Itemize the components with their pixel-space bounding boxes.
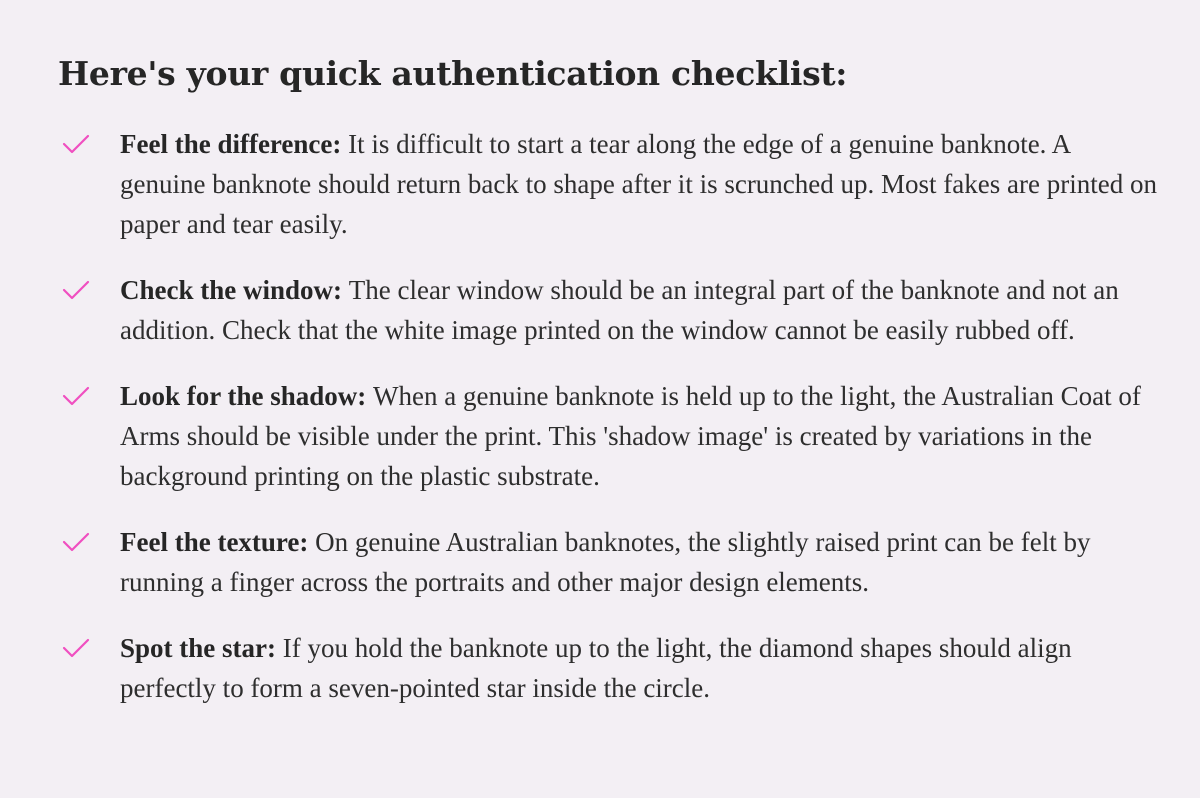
item-text: When a genuine banknote is held up to the light, the Australian Coat of Arms should be visible under the print. This 'shadow image' is created by variations in the background printing on the plastic substrate. [120,381,1141,491]
checklist-item-look-shadow [58,376,1160,496]
item-lead: Spot the star: [120,633,283,663]
item-text: If you hold the banknote up to the light, the diamond shapes should align perfectly to form a seven-pointed star inside the circle. [120,633,1072,703]
item-lead: Feel the difference: [120,129,349,159]
authentication-checklist [58,124,1160,708]
checkmark-icon [62,385,90,407]
checklist-item-spot-star [58,628,1160,708]
item-text: The clear window should be an integral part of the banknote and not an addition. Check that the white image printed on the window cannot be easily rubbed off. [120,275,1119,345]
page-title: Here's your quick authentication checklist: [58,54,848,93]
item-lead: Check the window: [120,275,349,305]
item-text: It is difficult to start a tear along the edge of a genuine banknote. A genuine banknote should return back to shape after it is scrunched up. Most fakes are printed on paper and tear easily. [120,129,1157,239]
item-lead: Feel the texture: [120,527,316,557]
checkmark-icon [62,637,90,659]
checkmark-icon [62,133,90,155]
checkmark-icon [62,531,90,553]
checklist-item-feel-difference [58,124,1160,244]
item-lead: Look for the shadow: [120,381,374,411]
item-text: On genuine Australian banknotes, the slightly raised print can be felt by running a finger across the portraits and other major design elements. [120,527,1091,597]
checkmark-icon [62,279,90,301]
checklist-item-check-window [58,270,1160,350]
checklist-item-feel-texture [58,522,1160,602]
